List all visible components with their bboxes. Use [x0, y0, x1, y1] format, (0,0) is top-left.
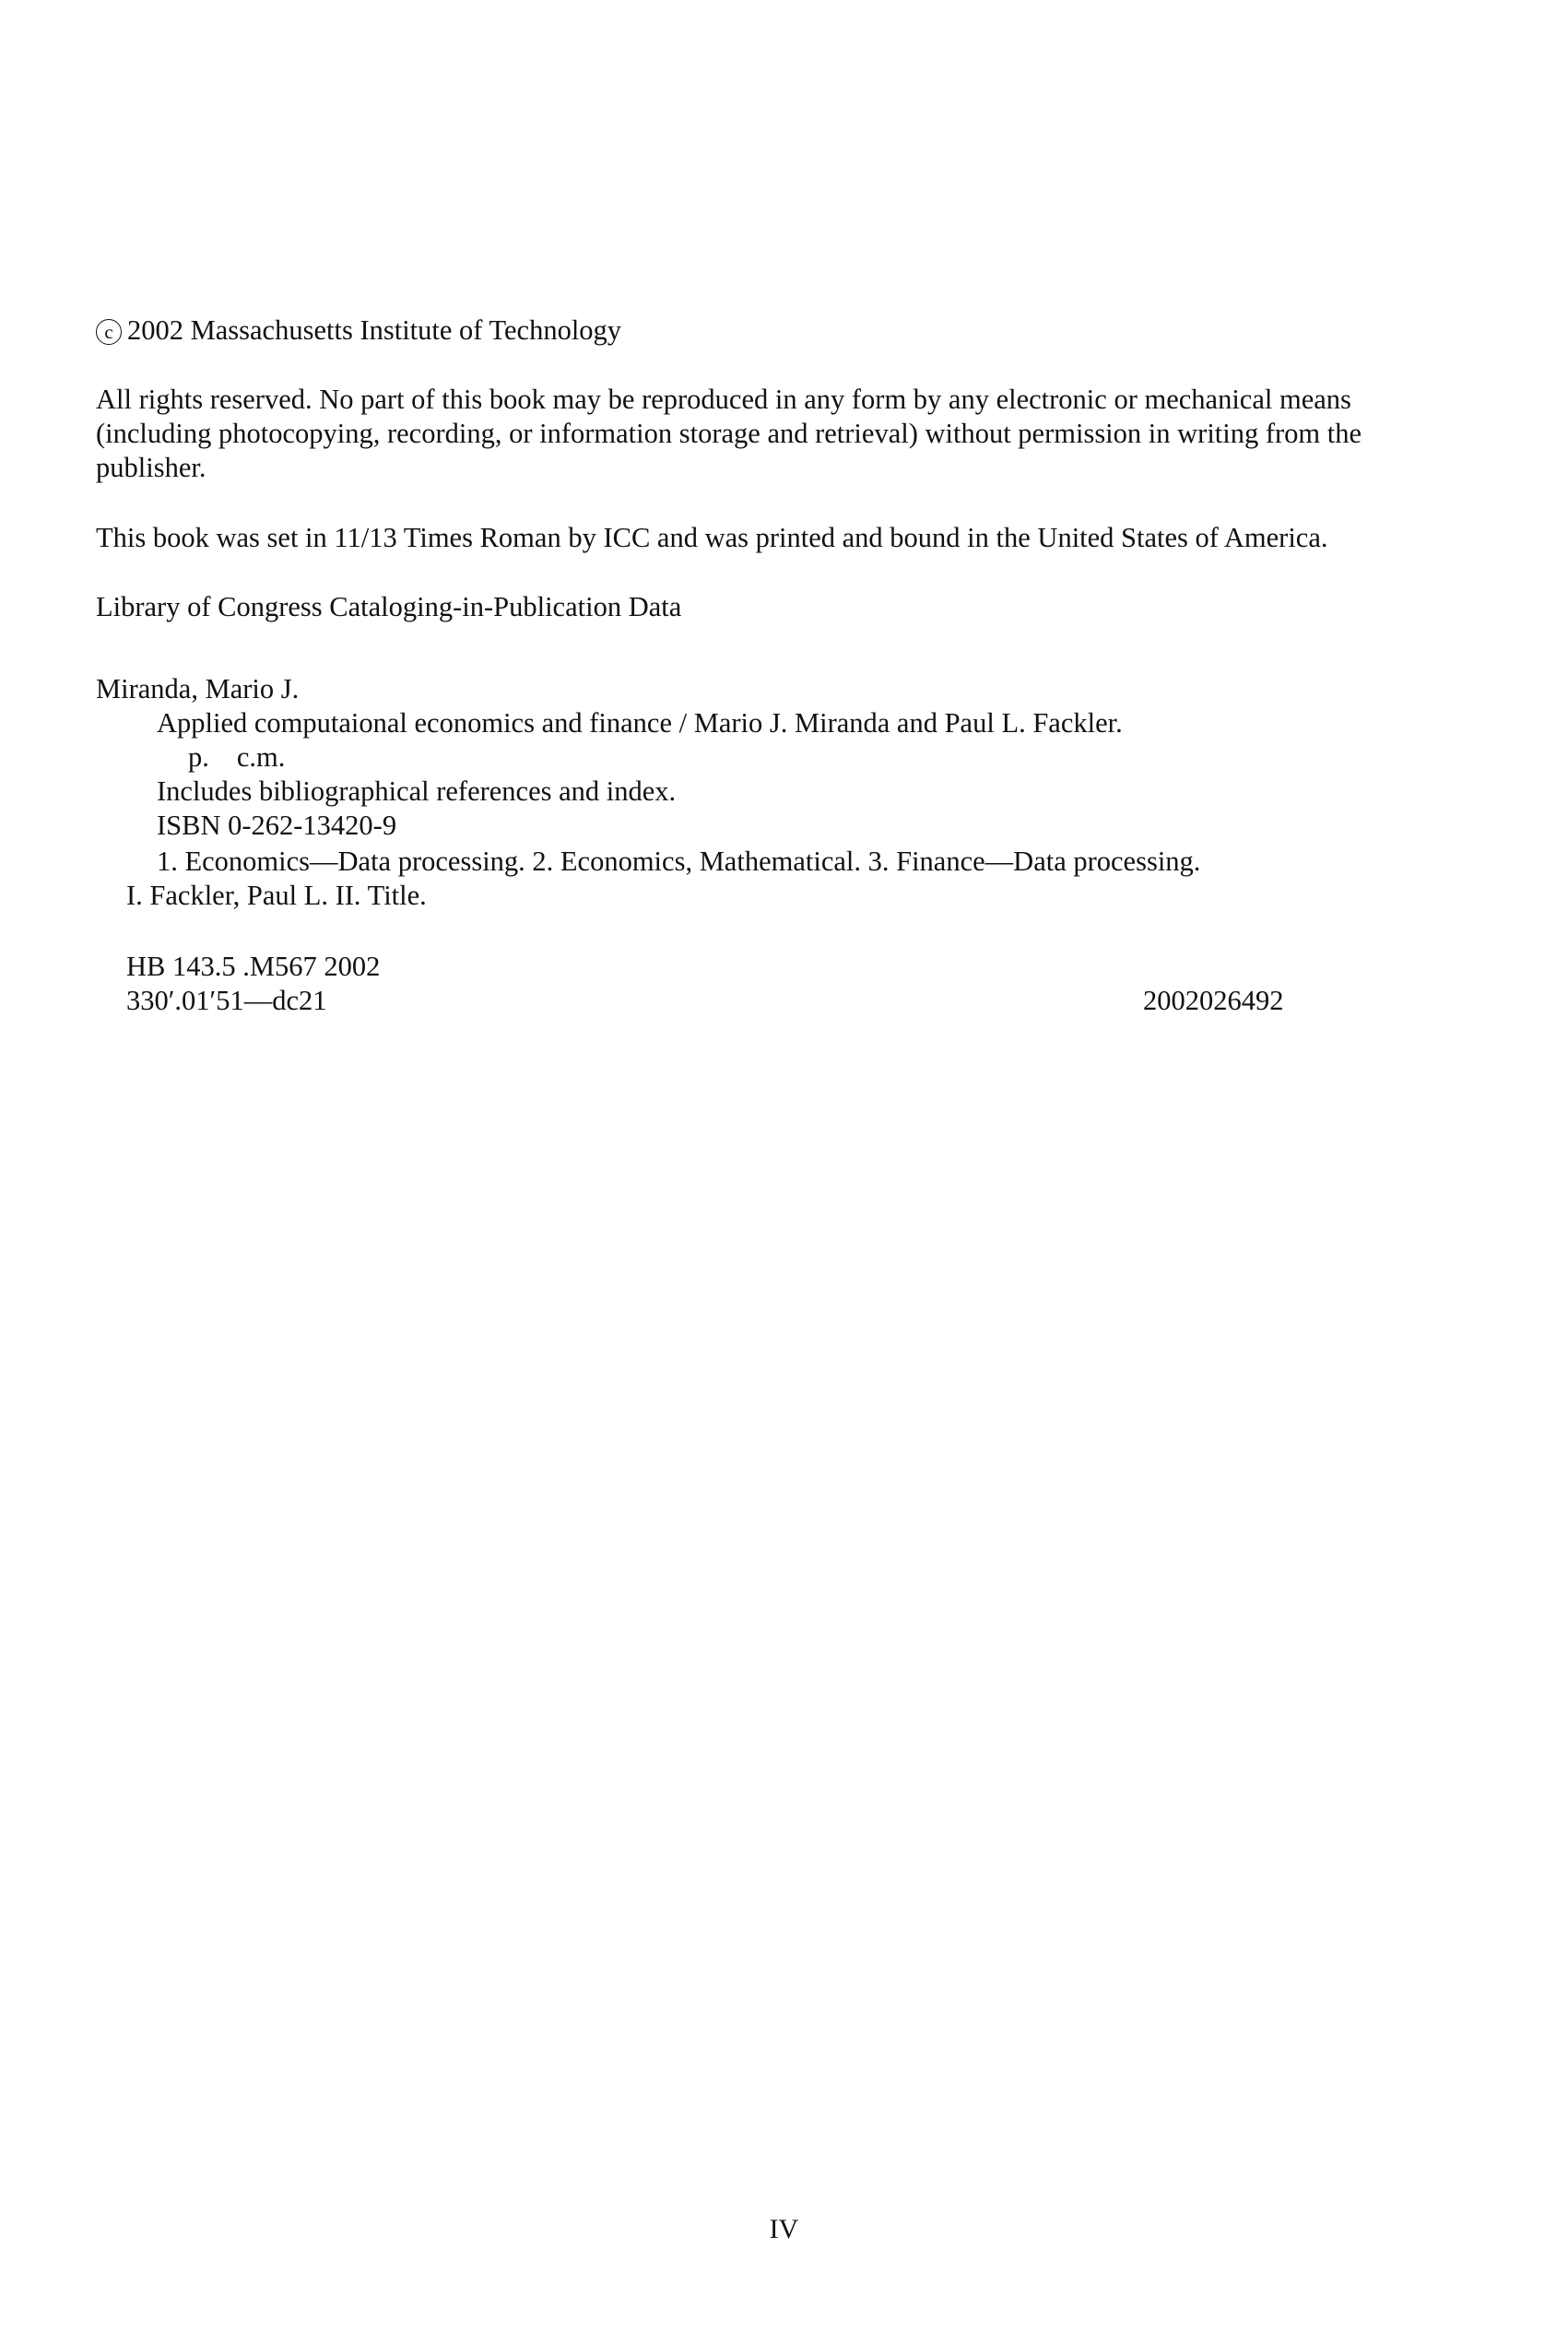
cip-isbn: ISBN 0-262-13420-9 [157, 810, 397, 841]
copyright-line [96, 314, 621, 348]
rights-line-2: (including photocopying, recording, or information storage and retrieval) without permission in writing from the [96, 418, 1362, 449]
cip-pagination-cm: c.m. [236, 741, 286, 773]
copyright-icon: c [96, 319, 122, 345]
cip-dewey: 330′.01′51—dc21 [126, 985, 327, 1016]
cip-subjects: 1. Economics—Data processing. 2. Economics, Mathematical. 3. Finance—Data processing. [157, 846, 1201, 877]
copyright-text: 2002 Massachusetts Institute of Technology [127, 314, 622, 346]
page-number: IV [769, 2214, 799, 2244]
typesetting-statement: This book was set in 11/13 Times Roman by ICC and was printed and bound in the United States of America. [96, 522, 1328, 553]
cip-pagination-p: p. [188, 741, 209, 773]
cip-added-entries: I. Fackler, Paul L. II. Title. [126, 880, 427, 911]
cip-pagination [188, 740, 285, 775]
rights-line-1: All rights reserved. No part of this book may be reproduced in any form by any electronic or mechanical means [96, 384, 1351, 415]
cip-heading: Library of Congress Cataloging-in-Publication Data [96, 591, 682, 622]
cip-bibliography: Includes bibliographical references and index. [157, 775, 677, 807]
cip-lc-class: HB 143.5 .M567 2002 [126, 951, 381, 982]
cip-title-line: Applied computaional economics and finance / Mario J. Miranda and Paul L. Fackler. [157, 707, 1123, 739]
cip-lccn: 2002026492 [1143, 985, 1284, 1016]
cip-author: Miranda, Mario J. [96, 673, 300, 704]
rights-line-3: publisher. [96, 452, 206, 483]
